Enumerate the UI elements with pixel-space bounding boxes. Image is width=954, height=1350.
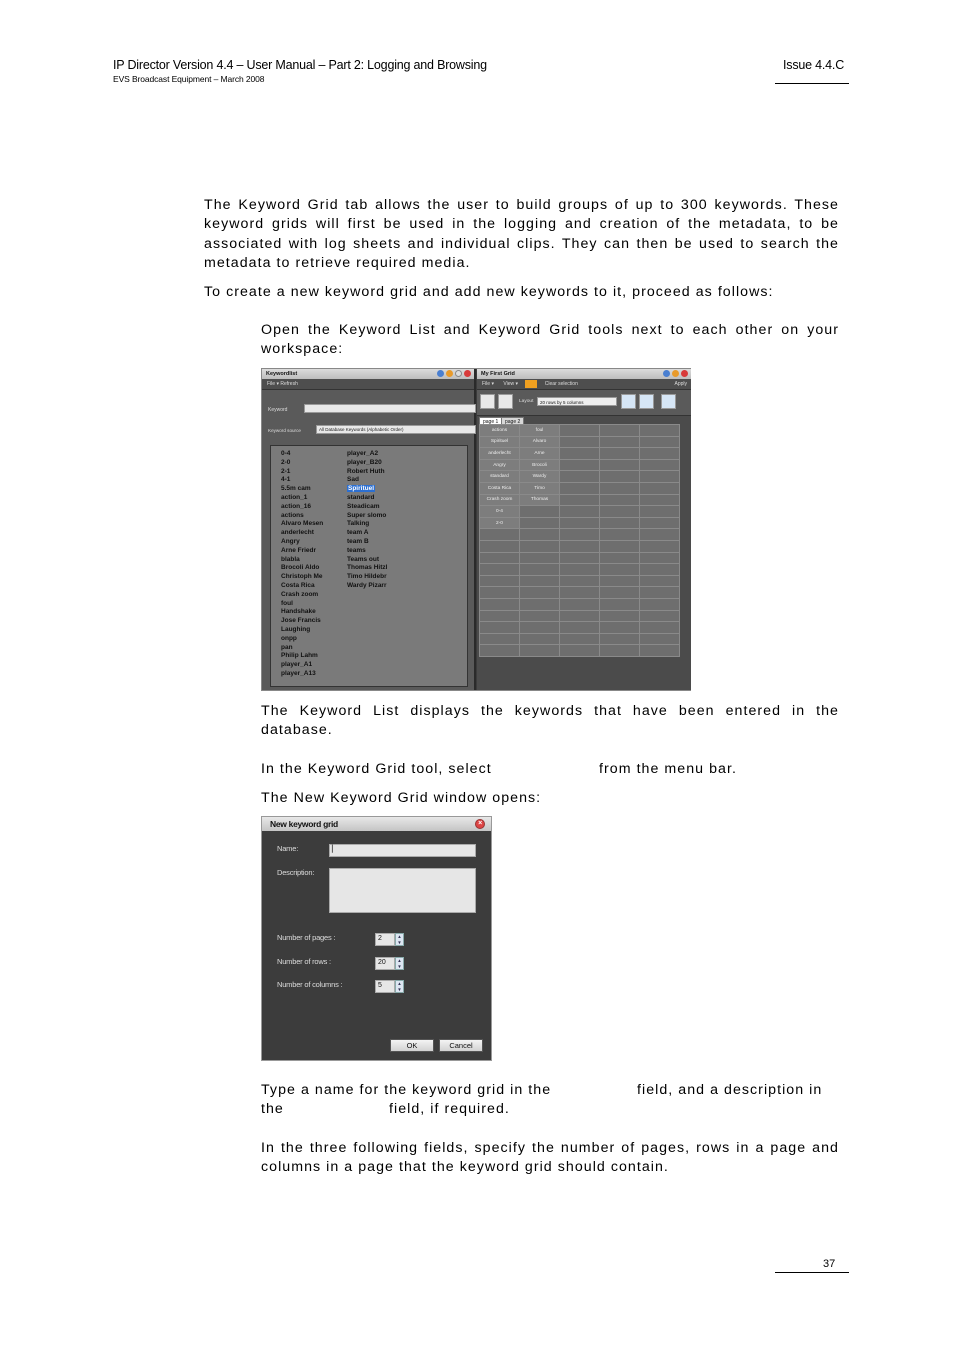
grid-cell[interactable]	[520, 645, 560, 657]
grid-row	[480, 494, 680, 506]
keyword-list-item[interactable]	[281, 608, 323, 617]
grid-cell[interactable]: foul	[520, 425, 560, 437]
grid-cell[interactable]	[640, 471, 680, 483]
grid-row	[480, 645, 680, 657]
grid-cell[interactable]	[560, 575, 600, 587]
keyword-list-item[interactable]	[281, 600, 323, 609]
keyword-list-item[interactable]	[347, 485, 387, 494]
grid-row	[480, 587, 680, 599]
keyword-text: player_A1	[281, 661, 313, 669]
close-icon[interactable]	[464, 370, 471, 377]
step1-note: The Keyword List displays the keywords that have been entered in the database.	[261, 703, 839, 739]
keyword-column-1	[281, 450, 323, 679]
grid-cell[interactable]: anderlecht	[480, 448, 520, 460]
keyword-grid-table[interactable]	[479, 424, 680, 657]
grid-cell[interactable]	[480, 633, 520, 645]
grid-cell[interactable]	[560, 598, 600, 610]
columns-input[interactable]: 5	[375, 980, 395, 993]
rows-input[interactable]: 20	[375, 957, 395, 970]
keyword-list-item[interactable]	[347, 512, 387, 521]
keyword-list-item[interactable]	[281, 591, 323, 600]
keyword-text: 5.5m cam	[281, 485, 311, 493]
footer-rule	[775, 1272, 849, 1273]
step2-text-a: In the Keyword Grid tool, select	[261, 761, 492, 777]
grid-cell[interactable]	[560, 459, 600, 471]
grid-cell[interactable]	[600, 482, 640, 494]
keyword-text: Jose Francis	[281, 617, 321, 625]
grid-cell[interactable]: Brocoli	[520, 459, 560, 471]
step2-text-b: from the menu bar.	[599, 761, 737, 777]
grid-cell[interactable]	[640, 610, 680, 622]
keyword-text: 4-1	[281, 476, 291, 484]
grid-cell[interactable]	[600, 506, 640, 518]
keyword-list-item[interactable]	[347, 459, 387, 468]
grid-cell[interactable]: Alvaro	[520, 436, 560, 448]
grid-cell[interactable]	[600, 645, 640, 657]
keyword-list-item[interactable]	[281, 476, 323, 485]
grid-row	[480, 529, 680, 541]
grid-cell[interactable]	[600, 633, 640, 645]
description-textarea[interactable]	[329, 868, 476, 913]
grid-row	[480, 552, 680, 564]
grid-cell[interactable]	[640, 506, 680, 518]
maximize-icon[interactable]	[455, 370, 462, 377]
grid-cell[interactable]	[600, 575, 640, 587]
grid-view-menu[interactable]: View ▾	[503, 381, 519, 387]
grid-cell[interactable]	[560, 448, 600, 460]
grid-cell[interactable]	[560, 529, 600, 541]
keyword-list-item[interactable]	[281, 556, 323, 565]
pages-input[interactable]: 2	[375, 933, 395, 946]
keyword-text: standard	[347, 493, 375, 501]
grid-cell[interactable]	[600, 552, 640, 564]
keyword-text: Alvaro Mesen	[281, 520, 324, 528]
grid-cell[interactable]	[600, 517, 640, 529]
keyword-list-item[interactable]	[281, 468, 323, 477]
grid-cell[interactable]	[520, 552, 560, 564]
ok-button[interactable]: OK	[390, 1039, 434, 1052]
keyword-text: onpp	[281, 634, 297, 642]
keyword-source-label: Keyword source	[268, 428, 301, 433]
grid-cell[interactable]	[600, 529, 640, 541]
keyword-text: Arne Friedr	[281, 546, 317, 554]
grid-cell[interactable]	[640, 482, 680, 494]
keyword-text: Handshake	[281, 608, 316, 616]
grid-cell[interactable]: 0-4	[480, 506, 520, 518]
keyword-list-item[interactable]	[281, 503, 323, 512]
grid-row	[480, 436, 680, 448]
keyword-text: Thomas Hitzl	[347, 564, 388, 572]
grid-cell[interactable]: standard	[480, 471, 520, 483]
grid-row	[480, 564, 680, 576]
keyword-text: Philip Lahm	[281, 652, 318, 660]
keyword-grid-toolbar	[477, 390, 691, 416]
keyword-text: Robert Huth	[347, 467, 385, 475]
grid-cell[interactable]	[600, 598, 640, 610]
grid-cell[interactable]	[600, 587, 640, 599]
keyword-list-item[interactable]	[281, 547, 323, 556]
keyword-grid-menubar	[477, 379, 691, 390]
step3-text-b: field, and a description in	[637, 1082, 823, 1098]
keyword-text: Talking	[347, 520, 370, 528]
keyword-list-item[interactable]	[347, 476, 387, 485]
keyword-text: Costa Rica	[281, 581, 315, 589]
keyword-list-item[interactable]	[347, 503, 387, 512]
keyword-grid-title: My First Grid	[481, 371, 515, 377]
keyword-tools-screenshot	[261, 368, 691, 691]
keyword-text: blabla	[281, 555, 300, 563]
grid-cell[interactable]	[480, 540, 520, 552]
keyword-text: action_1	[281, 493, 308, 501]
grid-cell[interactable]	[480, 552, 520, 564]
keyword-source-select[interactable]: All Database Keywords (Alphabetic Order)	[316, 425, 476, 434]
keyword-list-item[interactable]	[281, 661, 323, 670]
keyword-list-item[interactable]	[281, 512, 323, 521]
grid-cell[interactable]	[640, 436, 680, 448]
keyword-list-item[interactable]	[281, 626, 323, 635]
keyword-input[interactable]	[304, 404, 476, 413]
keyword-text: Laughing	[281, 625, 311, 633]
grid-cell[interactable]	[640, 459, 680, 471]
layout-label: Layout	[519, 399, 534, 404]
keyword-text: actions	[281, 511, 304, 519]
grid-cell[interactable]	[520, 517, 560, 529]
grid-cell[interactable]	[560, 540, 600, 552]
minimize-icon[interactable]	[672, 370, 679, 377]
step1-text: Open the Keyword List and Keyword Grid tools next to each other on your workspace:	[261, 322, 839, 358]
keyword-column-2	[347, 450, 387, 591]
grid-cell[interactable]	[640, 552, 680, 564]
keyword-text: action_16	[281, 502, 311, 510]
grid-cell[interactable]: Spirituel	[480, 436, 520, 448]
grid-cell[interactable]: actions	[480, 425, 520, 437]
keyword-list-item[interactable]	[281, 617, 323, 626]
grid-cell[interactable]	[480, 610, 520, 622]
header-subtitle: EVS Broadcast Equipment – March 2008	[113, 74, 265, 84]
grid-cell[interactable]	[600, 540, 640, 552]
grid-cell[interactable]	[560, 622, 600, 634]
keyword-list-item[interactable]	[347, 529, 387, 538]
first-page-icon[interactable]	[621, 394, 636, 409]
grid-cell[interactable]	[520, 540, 560, 552]
grid-cell[interactable]	[640, 633, 680, 645]
grid-cell[interactable]	[640, 587, 680, 599]
grid-cell[interactable]	[560, 587, 600, 599]
keyword-text: foul	[281, 599, 293, 607]
grid-cell[interactable]	[520, 564, 560, 576]
grid-cell[interactable]	[560, 482, 600, 494]
procedure-intro: To create a new keyword grid and add new keywords to it, proceed as follows:	[204, 284, 774, 300]
keyword-list-item[interactable]	[281, 520, 323, 529]
keyword-text: pan	[281, 643, 293, 651]
header-rule	[775, 83, 849, 84]
keyword-text: player_B20	[347, 458, 382, 466]
step3-text-c-prefix: the	[261, 1101, 284, 1117]
header-issue: Issue 4.4.C	[783, 58, 845, 72]
grid-cell[interactable]: Wardy	[520, 471, 560, 483]
grid-cell[interactable]	[640, 529, 680, 541]
grid-row	[480, 598, 680, 610]
grid-cell[interactable]	[600, 425, 640, 437]
grid-cell[interactable]	[640, 517, 680, 529]
grid-row	[480, 482, 680, 494]
pages-stepper[interactable]: ▲ ▼	[395, 933, 404, 946]
keyword-list-item[interactable]	[347, 450, 387, 459]
keyword-list-item[interactable]	[347, 573, 387, 582]
keyword-list-title: Keywordlist	[266, 371, 298, 377]
grid-row	[480, 517, 680, 529]
grid-row	[480, 540, 680, 552]
grid-row	[480, 633, 680, 645]
grid-cell[interactable]	[560, 494, 600, 506]
grid-cell[interactable]	[600, 471, 640, 483]
grid-cell[interactable]	[560, 645, 600, 657]
apply-button[interactable]: Apply	[674, 381, 687, 387]
grid-row	[480, 425, 680, 437]
keyword-list-item[interactable]	[347, 520, 387, 529]
grid-row	[480, 448, 680, 460]
step4-text: In the three following fields, specify the number of pages, rows in a page and columns in a page that the keyword grid should contain.	[261, 1140, 839, 1176]
grid-cell[interactable]	[480, 645, 520, 657]
rows-stepper[interactable]: ▲ ▼	[395, 957, 404, 970]
grid-cell[interactable]	[560, 506, 600, 518]
grid-cell[interactable]	[520, 506, 560, 518]
grid-cell[interactable]	[600, 622, 640, 634]
step3-text-a: Type a name for the keyword grid in the	[261, 1082, 552, 1098]
grid-row	[480, 575, 680, 587]
rows-label: Number of rows :	[277, 957, 331, 966]
grid-row	[480, 506, 680, 518]
grid-cell[interactable]	[480, 622, 520, 634]
grid-cell[interactable]	[640, 564, 680, 576]
grid-cell[interactable]	[640, 425, 680, 437]
keyword-text: 2-1	[281, 467, 291, 475]
keyword-list-item[interactable]	[281, 485, 323, 494]
step2-note: The New Keyword Grid window opens:	[261, 790, 542, 806]
name-label: Name:	[277, 844, 299, 853]
grid-cell[interactable]	[600, 494, 640, 506]
grid-cell[interactable]	[640, 645, 680, 657]
columns-stepper[interactable]: ▲ ▼	[395, 980, 404, 993]
grid-cell[interactable]	[520, 587, 560, 599]
dialog-title: New keyword grid	[270, 819, 338, 829]
keyword-text: Angry	[281, 537, 300, 545]
grid-cell[interactable]	[560, 517, 600, 529]
keyword-text: 2-0	[281, 458, 291, 466]
keyword-text: Super slomo	[347, 511, 387, 519]
keyword-text: team A	[347, 529, 369, 537]
grid-cell[interactable]: Timo	[520, 482, 560, 494]
grid-cell[interactable]	[480, 587, 520, 599]
dialog-titlebar	[262, 817, 491, 831]
grid-cell[interactable]: Crash zoom	[480, 494, 520, 506]
close-icon[interactable]	[681, 370, 688, 377]
keyword-label: Keyword	[268, 407, 288, 413]
grid-cell[interactable]	[520, 610, 560, 622]
keyword-text: Steadicam	[347, 502, 380, 510]
grid-cell[interactable]	[560, 564, 600, 576]
keyword-list-item[interactable]	[347, 468, 387, 477]
grid-cell[interactable]	[640, 494, 680, 506]
grid-row	[480, 622, 680, 634]
keyword-list-item[interactable]	[347, 564, 387, 573]
keyword-list-item[interactable]	[281, 670, 323, 679]
grid-cell[interactable]	[640, 575, 680, 587]
keyword-list-item[interactable]	[281, 450, 323, 459]
close-icon[interactable]: ×	[475, 819, 485, 829]
grid-cell[interactable]	[520, 529, 560, 541]
keyword-list-item[interactable]	[281, 538, 323, 547]
grid-cell[interactable]	[560, 425, 600, 437]
keyword-list-menubar[interactable]: File ▾ Refresh	[262, 379, 474, 390]
keyword-grid-panel	[477, 369, 691, 690]
grid-file-menu[interactable]: File ▾	[482, 381, 494, 387]
minimize-icon[interactable]	[446, 370, 453, 377]
grid-cell[interactable]	[640, 598, 680, 610]
grid-cell[interactable]	[480, 529, 520, 541]
keyword-list-panel	[262, 369, 476, 690]
keyword-list-item[interactable]	[281, 652, 323, 661]
intro-paragraph: The Keyword Grid tab allows the user to build groups of up to 300 keywords. These keyword grids will first be used in the logging and creation of the metadata, to be associated with log sheets and individual clips. They can then be used to search the metadata to retrieve required media.	[204, 197, 839, 271]
columns-label: Number of columns :	[277, 980, 343, 989]
grid-cell[interactable]	[600, 436, 640, 448]
keyword-list-item[interactable]	[347, 538, 387, 547]
grid-cell[interactable]	[640, 448, 680, 460]
grid-cell[interactable]	[600, 459, 640, 471]
keyword-text: Teams out	[347, 555, 380, 563]
header-title: IP Director Version 4.4 – User Manual – Part 2: Logging and Browsing	[113, 58, 487, 72]
name-input[interactable]: ▏	[329, 844, 476, 857]
keyword-list-item[interactable]	[281, 635, 323, 644]
keyword-list-item[interactable]	[281, 564, 323, 573]
keyword-text: 0-4	[281, 450, 291, 457]
keyword-text: player_A13	[281, 669, 316, 677]
grid-cell[interactable]: Thomas	[520, 494, 560, 506]
keyword-list-item[interactable]	[347, 494, 387, 503]
new-grid-icon[interactable]	[480, 394, 495, 409]
grid-cell[interactable]	[520, 598, 560, 610]
grid-cell[interactable]	[640, 540, 680, 552]
grid-cell[interactable]	[560, 471, 600, 483]
help-icon[interactable]	[437, 370, 444, 377]
keyword-list-titlebar	[262, 369, 474, 379]
grid-cell[interactable]	[480, 598, 520, 610]
keyword-list-item[interactable]	[281, 459, 323, 468]
keyword-text: Christoph Me	[281, 573, 323, 581]
keyword-list-item[interactable]	[281, 573, 323, 582]
new-keyword-grid-dialog	[261, 816, 492, 1061]
keyword-text: player_A2	[347, 450, 379, 457]
keyword-list-box[interactable]	[270, 445, 468, 687]
grid-cell[interactable]	[520, 633, 560, 645]
grid-cell[interactable]	[480, 575, 520, 587]
grid-cell[interactable]	[560, 610, 600, 622]
keyword-text: Brocoli Aldo	[281, 564, 320, 572]
keyword-text: Spirituel	[348, 485, 375, 493]
cancel-button[interactable]: Cancel	[439, 1039, 483, 1052]
keyword-text: team B	[347, 537, 369, 545]
grid-cell[interactable]	[520, 622, 560, 634]
edit-grid-icon[interactable]	[498, 394, 513, 409]
grid-cell[interactable]: Angry	[480, 459, 520, 471]
description-label: Description:	[277, 868, 315, 877]
grid-cell[interactable]	[520, 575, 560, 587]
keyword-list-item[interactable]	[281, 494, 323, 503]
keyword-grid-titlebar	[477, 369, 691, 379]
grid-cell[interactable]	[480, 564, 520, 576]
tab-page-1[interactable]: page 1	[479, 417, 502, 426]
grid-cell[interactable]: Costa Rica	[480, 482, 520, 494]
layout-select[interactable]: 20 rows by 5 columns	[537, 397, 617, 406]
refresh-icon[interactable]	[661, 394, 676, 409]
keyword-list-item[interactable]	[281, 582, 323, 591]
keyword-list-item[interactable]	[281, 644, 323, 653]
grid-cell[interactable]	[600, 564, 640, 576]
grid-cell[interactable]	[560, 552, 600, 564]
grid-row	[480, 610, 680, 622]
keyword-list-item[interactable]	[347, 582, 387, 591]
grid-row	[480, 459, 680, 471]
tab-page-2[interactable]: page 2	[501, 417, 524, 426]
grid-row	[480, 471, 680, 483]
grid-cell[interactable]	[560, 633, 600, 645]
next-page-icon[interactable]	[639, 394, 654, 409]
edit-mode-icon[interactable]	[525, 380, 537, 388]
grid-cell[interactable]: Arne	[520, 448, 560, 460]
step3-text-c: field, if required.	[389, 1101, 510, 1117]
page-number: 37	[823, 1258, 836, 1270]
keyword-text: Crash zoom	[281, 590, 319, 598]
keyword-text: teams	[347, 546, 366, 554]
grid-cell[interactable]	[600, 610, 640, 622]
keyword-list-item[interactable]	[281, 529, 323, 538]
grid-cell[interactable]	[640, 622, 680, 634]
keyword-text: Timo Hildebr	[347, 573, 387, 581]
keyword-list-item[interactable]	[347, 556, 387, 565]
grid-cell[interactable]	[560, 436, 600, 448]
grid-cell[interactable]: 2-0	[480, 517, 520, 529]
keyword-list-item[interactable]	[347, 547, 387, 556]
help-icon[interactable]	[663, 370, 670, 377]
keyword-text: anderlecht	[281, 529, 314, 537]
keyword-text: Wardy Pizarr	[347, 581, 387, 589]
keyword-text: Sad	[347, 476, 359, 484]
grid-cell[interactable]	[600, 448, 640, 460]
pages-label: Number of pages :	[277, 933, 336, 942]
clear-selection-button[interactable]: Clear selection	[544, 381, 578, 387]
